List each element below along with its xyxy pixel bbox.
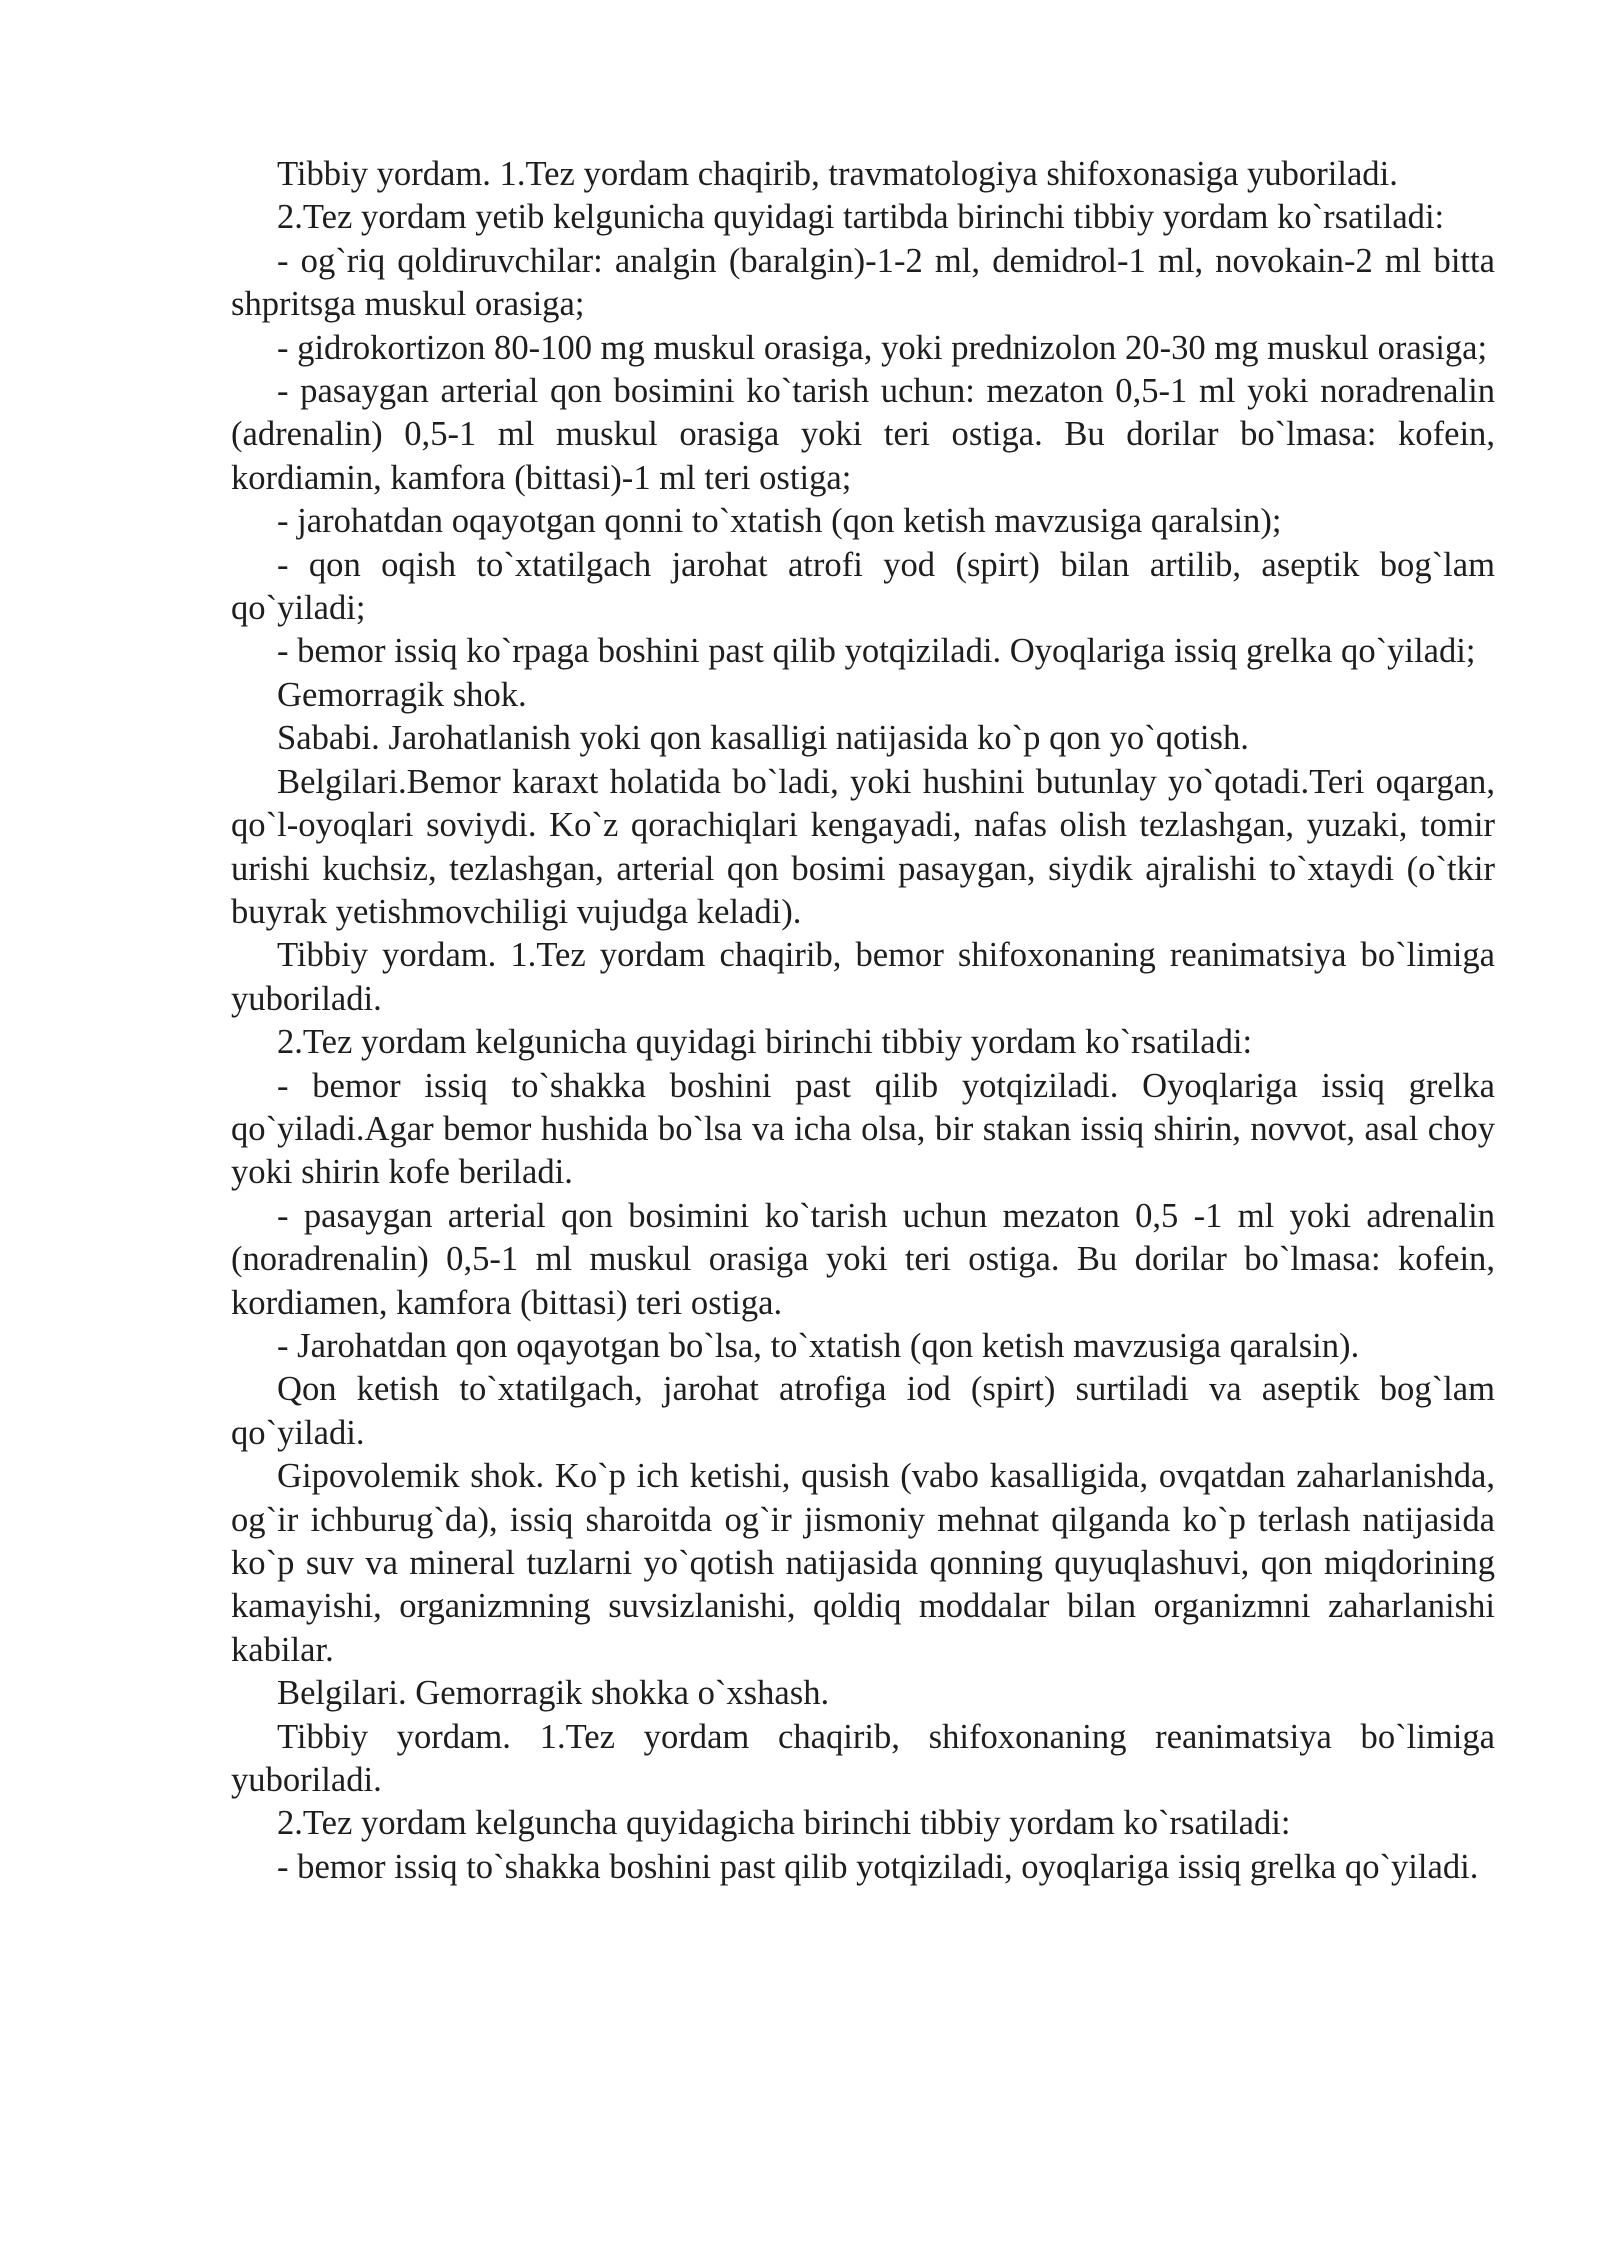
paragraph-sababi: Sababi. Jarohatlanish yoki qon kasalligi natijasida ko`p qon yo`qotish. xyxy=(277,719,1249,758)
paragraph-belgilari-1: Belgilari.Bemor karaxt holatida bo`ladi, yoki hushini butunlay yo`qotadi.Teri oqargan, qo`l-oyoqlari soviydi. Ko`z qorachiqlari kengayadi, nafas olish tezlashgan, yuzaki, tomir urishi kuchsiz, tezlashgan, arterial qon bosimi pasaygan, siydik ajralishi to`xtaydi (o`tkir buyrak yetishmovchiligi vujudga keladi). xyxy=(231,762,1495,931)
paragraph-aseptik-boglam-1: - qon oqish to`xtatilgach jarohat atrofi yod (spirt) bilan artilib, aseptik bog`lam qo`yiladi; xyxy=(231,545,1495,628)
paragraph-ogriq-qoldiruvchilar: - og`riq qoldiruvchilar: analgin (baralgin)-1-2 ml, demidrol-1 ml, novokain-2 ml bitta shpritsga muskul orasiga; xyxy=(231,241,1495,324)
paragraph-tez-yordam-2: 2.Tez yordam yetib kelgunicha quyidagi tartibda birinchi tibbiy yordam ko`rsatiladi: xyxy=(277,198,1445,237)
paragraph-issiq-toshak-2: - bemor issiq to`shakka boshini past qilib yotqiziladi, oyoqlariga issiq grelka qo`yiladi. xyxy=(277,1847,1479,1886)
paragraph-qonni-toxtatish: - jarohatdan oqayotgan qonni to`xtatish (qon ketish mavzusiga qaralsin); xyxy=(277,502,1282,541)
paragraph-qon-bosimi-2: - pasaygan arterial qon bosimini ko`tarish uchun mezaton 0,5 -1 ml yoki adrenalin (noradrenalin) 0,5-1 ml muskul orasiga yoki teri ostiga. Bu dorilar bo`lmasa: kofein, kordiamen, kamfora (bittasi) teri ostiga. xyxy=(231,1196,1495,1322)
paragraph-gipovolemik-shok: Gipovolemik shok. Ko`p ich ketishi, qusish (vabo kasalligida, ovqatdan zaharlanishda, og`ir ichburug`da), issiq sharoitda og`ir jismoniy mehnat qilganda ko`p terlash natijasida ko`p suv va mineral tuzlarni yo`qotish natijasida qonning quyuqlashuvi, qon miqdorining kamayishi, organizmning suvsizlanishi, qoldiq moddalar bilan organizmni zaharlanishi kabilar. xyxy=(231,1457,1495,1669)
paragraph-tibbiy-yordam-2: Tibbiy yordam. 1.Tez yordam chaqirib, bemor shifoxonaning reanimatsiya bo`limiga yuboriladi. xyxy=(231,936,1495,1018)
paragraph-issiq-toshak-1: - bemor issiq to`shakka boshini past qilib yotqiziladi. Oyoqlariga issiq grelka qo`yiladi.Agar bemor hushida bo`lsa va icha olsa, bir stakan issiq shirin, novvot, asal choy yoki shirin kofe beriladi. xyxy=(231,1066,1495,1192)
heading-gemorragik-shok: Gemorragik shok. xyxy=(277,675,527,714)
paragraph-tibbiy-yordam-1: Tibbiy yordam. 1.Tez yordam chaqirib, travmatologiya shifoxonasiga yuboriladi. xyxy=(277,155,1398,193)
paragraph-belgilari-2: Belgilari. Gemorragik shokka o`xshash. xyxy=(277,1674,830,1713)
paragraph-tibbiy-yordam-3: Tibbiy yordam. 1.Tez yordam chaqirib, shifoxonaning reanimatsiya bo`limiga yuboriladi. xyxy=(231,1717,1495,1800)
paragraph-tez-yordam-kelgunicha: 2.Tez yordam kelgunicha quyidagi birinchi tibbiy yordam ko`rsatiladi: xyxy=(277,1023,1253,1062)
paragraph-issiq-korpa: - bemor issiq ko`rpaga boshini past qilib yotqiziladi. Oyoqlariga issiq grelka qo`yiladi; xyxy=(277,632,1476,671)
paragraph-gidrokortizon: - gidrokortizon 80-100 mg muskul orasiga, yoki prednizolon 20-30 mg muskul orasiga; xyxy=(277,328,1488,367)
paragraph-aseptik-boglam-2: Qon ketish to`xtatilgach, jarohat atrofiga iod (spirt) surtiladi va aseptik bog`lam qo`yiladi. xyxy=(231,1370,1495,1452)
paragraph-qon-bosimi-1: - pasaygan arterial qon bosimini ko`tarish uchun: mezaton 0,5-1 ml yoki noradrenalin (adrenalin) 0,5-1 ml muskul orasiga yoki teri ostiga. Bu dorilar bo`lmasa: kofein, kordiamin, kamfora (bittasi)-1 ml teri ostiga; xyxy=(231,372,1495,497)
paragraph-jarohatdan-qon: - Jarohatdan qon oqayotgan bo`lsa, to`xtatish (qon ketish mavzusiga qaralsin). xyxy=(277,1326,1360,1365)
document-page xyxy=(231,153,1495,1889)
paragraph-tez-yordam-kelguncha: 2.Tez yordam kelguncha quyidagicha birinchi tibbiy yordam ko`rsatiladi: xyxy=(277,1804,1291,1843)
